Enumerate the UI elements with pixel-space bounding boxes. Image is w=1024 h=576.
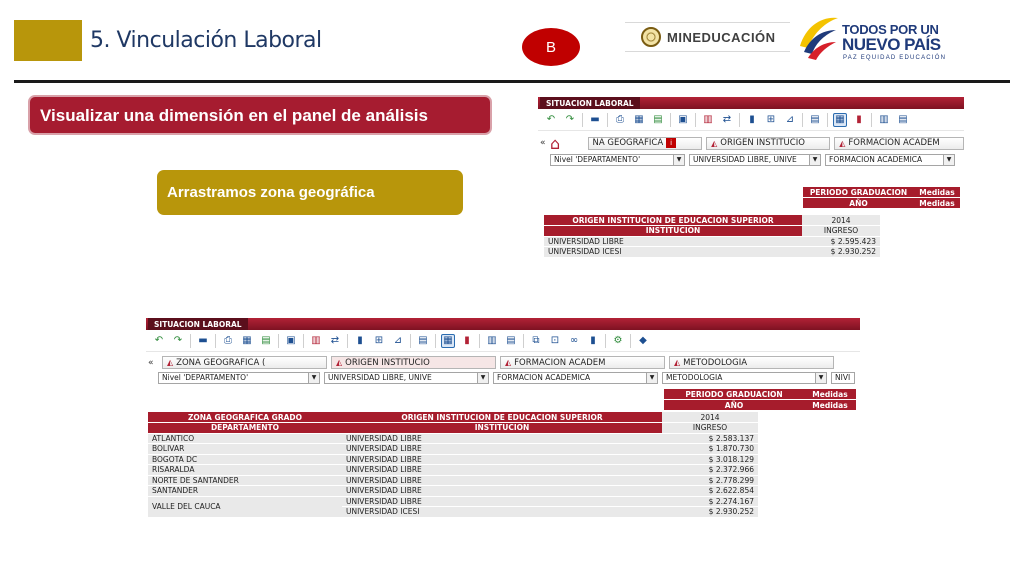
dimension-icon: ◭ [505, 358, 512, 367]
toolbar [146, 330, 860, 352]
columns-icon[interactable]: ▮ [357, 335, 363, 346]
toolbar-separator [695, 113, 696, 127]
filter-value: Nivel 'DEPARTAMENTO' [554, 155, 641, 164]
filter-nivel[interactable] [158, 372, 320, 384]
column-header-medidas[interactable]: Medidas [804, 400, 856, 411]
table-row [148, 486, 758, 497]
dimension-icon: ◭ [167, 358, 174, 367]
trend-icon[interactable]: ⊿ [785, 114, 795, 125]
dimension-bar [538, 134, 964, 152]
table-icon[interactable]: ▤ [418, 335, 428, 346]
ingreso-cell: $ 2.274.167 [662, 496, 758, 507]
filter-value: Nivel 'DEPARTAMENTO' [162, 373, 249, 382]
institution-cell: UNIVERSIDAD LIBRE [342, 475, 662, 486]
row-header-zona[interactable]: ZONA GEOGRAFICA GRADO [148, 412, 342, 423]
toolbar-separator [607, 113, 608, 127]
column-header-periodo[interactable]: PERIODO GRADUACION [664, 389, 804, 400]
row-header-origen[interactable]: ORIGEN INSTITUCION DE EDUCACION SUPERIOR [544, 215, 802, 226]
excel-icon[interactable]: ▤ [261, 335, 271, 346]
chevron-down-icon[interactable]: ▼ [646, 373, 657, 383]
institution-cell: UNIVERSIDAD LIBRE [342, 444, 662, 455]
dimension-icon: ◭ [674, 358, 681, 367]
drill-icon[interactable]: ⊞ [374, 335, 384, 346]
toolbar-separator [827, 113, 828, 127]
analysis-panel-after [146, 318, 860, 524]
pivot-table-column-headers [803, 187, 960, 208]
flag-swoosh-icon [796, 12, 842, 62]
chart-bar-icon[interactable]: ▥ [703, 114, 713, 125]
toolbar-separator [410, 334, 411, 348]
analysis-panel-before [538, 97, 964, 273]
callout-step: Arrastramos zona geográfica [157, 170, 463, 215]
column-header-medidas[interactable]: Medidas [914, 198, 960, 209]
redo-icon[interactable]: ↷ [173, 335, 183, 346]
logo-line-1: TODOS POR UN [842, 22, 939, 37]
dimension-formacion-academica[interactable] [500, 356, 665, 369]
chevron-down-icon[interactable]: ▼ [308, 373, 319, 383]
ingreso-cell: $ 1.870.730 [662, 444, 758, 455]
filter-value: UNIVERSIDAD LIBRE, UNIVE [693, 155, 797, 164]
toolbar-separator [190, 334, 191, 348]
filter-formacion[interactable] [825, 154, 955, 166]
filter-nivel[interactable] [550, 154, 685, 166]
sort-icon[interactable]: ▤ [506, 335, 516, 346]
institution-cell: UNIVERSIDAD LIBRE [342, 433, 662, 444]
filter-institucion[interactable] [689, 154, 821, 166]
window-title: SITUACION LABORAL [148, 318, 248, 330]
ingreso-cell: $ 2.595.423 [802, 236, 880, 247]
table-row [544, 247, 880, 258]
swap-icon[interactable]: ⇄ [722, 114, 732, 125]
report-icon[interactable]: ▣ [286, 335, 296, 346]
pivot-table [148, 412, 758, 518]
dimension-zona-geografica[interactable] [588, 137, 703, 150]
filter-value: UNIVERSIDAD LIBRE, UNIVE [328, 373, 432, 382]
column-header-medidas[interactable]: Medidas [914, 187, 960, 198]
excel-icon[interactable]: ▤ [653, 114, 663, 125]
column-header-anio[interactable]: AÑO [803, 198, 914, 209]
filter-value: NIVI [835, 373, 851, 382]
toolbar-separator [630, 334, 631, 348]
measure-cell: INGRESO [802, 226, 880, 237]
chart-bar-icon[interactable]: ▥ [311, 335, 321, 346]
toolbar-separator [523, 334, 524, 348]
window-titlebar [146, 318, 860, 330]
row-header-origen[interactable]: ORIGEN INSTITUCION DE EDUCACION SUPERIOR [342, 412, 662, 423]
book-icon[interactable]: ▮ [590, 335, 596, 346]
table-row [148, 465, 758, 476]
toolbar-separator [303, 334, 304, 348]
dimension-zona-geografica[interactable] [162, 356, 327, 369]
print-icon[interactable]: ⎙ [616, 114, 624, 125]
toolbar-separator [278, 334, 279, 348]
year-cell: 2014 [662, 412, 758, 423]
dimension-formacion-academica[interactable] [834, 137, 964, 150]
chart-icon[interactable]: ▮ [856, 114, 862, 125]
dimension-label: ORIGEN INSTITUCIO [720, 138, 805, 148]
filter-bar [146, 370, 860, 385]
chevron-down-icon[interactable]: ▼ [809, 155, 820, 165]
open-icon[interactable]: ▬ [590, 114, 600, 125]
window-titlebar [538, 97, 964, 109]
dimension-label: FORMACION ACADEM [848, 138, 940, 148]
dimension-bar [146, 355, 860, 370]
settings-icon[interactable]: ⚙ [613, 335, 623, 346]
drill-icon[interactable]: ⊞ [766, 114, 776, 125]
toolbar-separator [605, 334, 606, 348]
table-row [148, 454, 758, 465]
filter-value: METODOLOGIA [666, 373, 723, 382]
toolbar-separator [215, 334, 216, 348]
dimension-origen-institucion[interactable] [331, 356, 496, 369]
mineducacion-logo-text: MINEDUCACIÓN [667, 29, 776, 45]
coat-of-arms-icon [641, 27, 661, 47]
chevron-down-icon[interactable]: ▼ [815, 373, 826, 383]
dimension-label: METODOLOGIA [683, 357, 748, 368]
institution-cell: UNIVERSIDAD LIBRE [342, 486, 662, 497]
filter-institucion[interactable] [324, 372, 489, 384]
ingreso-cell: $ 2.583.137 [662, 433, 758, 444]
institution-cell: UNIVERSIDAD ICESI [544, 247, 802, 258]
table-row [148, 496, 758, 507]
ingreso-cell: $ 2.622.854 [662, 486, 758, 497]
toolbar-separator [802, 113, 803, 127]
institution-cell: UNIVERSIDAD ICESI [342, 507, 662, 518]
dimension-icon: ◭ [839, 138, 846, 148]
table-row [148, 444, 758, 455]
grid-view-icon[interactable]: ▦ [441, 334, 455, 348]
dimension-label: NA GEOGRAFICA [592, 138, 664, 148]
filter-icon[interactable]: ⊡ [550, 335, 560, 346]
ingreso-cell: $ 3.018.129 [662, 454, 758, 465]
institution-cell: UNIVERSIDAD LIBRE [342, 465, 662, 476]
chart-icon[interactable]: ▮ [464, 335, 470, 346]
chevron-down-icon[interactable]: ▼ [943, 155, 954, 165]
swap-icon[interactable]: ⇄ [330, 335, 340, 346]
table-row [544, 236, 880, 247]
trend-icon[interactable]: ⊿ [393, 335, 403, 346]
institution-cell: UNIVERSIDAD LIBRE [544, 236, 802, 247]
comment-icon[interactable]: ◆ [639, 335, 647, 346]
toolbar-separator [871, 113, 872, 127]
measure-cell: INGRESO [662, 423, 758, 434]
logo-line-2: NUEVO PAÍS [842, 35, 941, 54]
table-row [148, 433, 758, 444]
window-title: SITUACION LABORAL [540, 97, 640, 109]
toolbar-separator [479, 334, 480, 348]
column-header-anio[interactable]: AÑO [664, 400, 804, 411]
header-divider [14, 80, 1010, 83]
row-header-institucion[interactable]: INSTITUCION [342, 423, 662, 434]
print-icon[interactable]: ⎙ [224, 335, 232, 346]
filter-formacion[interactable] [493, 372, 658, 384]
todos-por-un-nuevo-pais-logo [796, 8, 956, 66]
drag-dimension-icon[interactable]: ⌂ [550, 134, 561, 153]
ingreso-cell: $ 2.930.252 [802, 247, 880, 258]
columns-icon[interactable]: ▮ [749, 114, 755, 125]
sort-icon[interactable]: ▤ [898, 114, 908, 125]
ingreso-cell: $ 2.778.299 [662, 475, 758, 486]
institution-cell: UNIVERSIDAD LIBRE [342, 496, 662, 507]
toolbar-separator [435, 334, 436, 348]
table-icon[interactable]: ▤ [810, 114, 820, 125]
toolbar-separator [739, 113, 740, 127]
dimension-origen-institucion[interactable] [706, 137, 830, 150]
export-icon[interactable]: ▦ [242, 335, 252, 346]
row-header-institucion[interactable]: INSTITUCION [544, 226, 802, 237]
legend-icon[interactable]: ▥ [487, 335, 497, 346]
grid-view-icon[interactable]: ▦ [833, 113, 847, 127]
report-icon[interactable]: ▣ [678, 114, 688, 125]
open-icon[interactable]: ▬ [198, 335, 208, 346]
dimension-label: ORIGEN INSTITUCIO [345, 357, 430, 368]
slide-title: 5. Vinculación Laboral [90, 28, 322, 53]
dimension-icon: ◭ [711, 138, 718, 148]
column-header-periodo[interactable]: PERIODO GRADUACION [803, 187, 914, 198]
dimension-label: ZONA GEOGRAFICA ( [176, 357, 266, 368]
departamento-cell: NORTE DE SANTANDER [148, 475, 342, 486]
chevron-down-icon[interactable]: ▼ [673, 155, 684, 165]
departamento-cell: VALLE DEL CAUCA [148, 496, 342, 517]
link-icon[interactable]: ∞ [569, 335, 579, 346]
pivot-table [544, 215, 880, 258]
table-row [148, 475, 758, 486]
undo-icon[interactable]: ↶ [546, 114, 556, 125]
dimension-label: FORMACION ACADEM [514, 357, 606, 368]
filter-bar [538, 152, 964, 167]
collapse-chevron-icon[interactable]: « [148, 357, 154, 368]
info-icon[interactable]: i [666, 138, 676, 148]
ingreso-cell: $ 2.372.966 [662, 465, 758, 476]
departamento-cell: RISARALDA [148, 465, 342, 476]
toolbar-separator [582, 113, 583, 127]
filter-value: FORMACION ACADEMICA [497, 373, 591, 382]
dimension-icon: ◭ [336, 358, 343, 367]
export-icon[interactable]: ▦ [634, 114, 644, 125]
section-badge: B [522, 28, 580, 66]
departamento-cell: SANTANDER [148, 486, 342, 497]
collapse-chevron-icon[interactable]: « [540, 138, 546, 148]
filter-nivel-formacion[interactable] [831, 372, 855, 384]
pivot-table-column-headers [664, 389, 856, 410]
dimension-metodologia[interactable] [669, 356, 834, 369]
legend-icon[interactable]: ▥ [879, 114, 889, 125]
departamento-cell: BOLIVAR [148, 444, 342, 455]
chevron-down-icon[interactable]: ▼ [477, 373, 488, 383]
copy-icon[interactable]: ⧉ [532, 335, 540, 346]
departamento-cell: BOGOTA DC [148, 454, 342, 465]
row-header-departamento[interactable]: DEPARTAMENTO [148, 423, 342, 434]
ingreso-cell: $ 2.930.252 [662, 507, 758, 518]
column-header-medidas[interactable]: Medidas [804, 389, 856, 400]
filter-value: FORMACION ACADEMICA [829, 155, 923, 164]
institution-cell: UNIVERSIDAD LIBRE [342, 454, 662, 465]
logo-line-3: PAZ EQUIDAD EDUCACIÓN [843, 55, 947, 61]
mineducacion-logo [625, 22, 790, 52]
toolbar-separator [670, 113, 671, 127]
filter-metodologia[interactable] [662, 372, 827, 384]
year-cell: 2014 [802, 215, 880, 226]
departamento-cell: ATLANTICO [148, 433, 342, 444]
toolbar-separator [347, 334, 348, 348]
toolbar [538, 109, 964, 131]
gold-accent-block [14, 20, 82, 61]
redo-icon[interactable]: ↷ [565, 114, 575, 125]
undo-icon[interactable]: ↶ [154, 335, 164, 346]
callout-title: Visualizar una dimensión en el panel de análisis [28, 95, 492, 135]
